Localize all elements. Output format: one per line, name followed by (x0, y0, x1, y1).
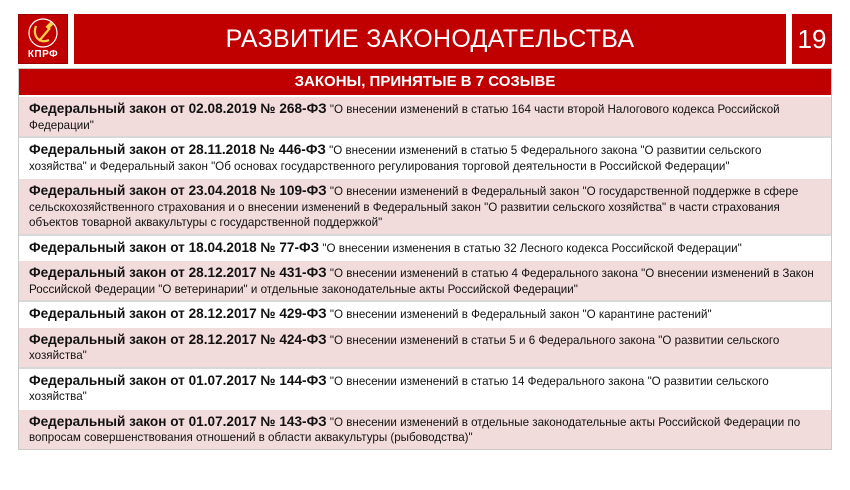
law-title: "О внесении изменения в статью 32 Лесного кодекса Российской Федерации" (319, 241, 742, 255)
law-reference: Федеральный закон от 02.08.2019 № 268-ФЗ (29, 101, 327, 116)
table-row (19, 177, 831, 234)
law-title: "О внесении изменений в статьи 5 и 6 Федерального закона "О развитии сельского хозяйства" (29, 333, 780, 362)
law-reference: Федеральный закон от 28.12.2017 № 424-ФЗ (29, 331, 327, 347)
table-row (19, 408, 831, 449)
law-title: "О внесении изменений в статью 4 Федерального закона "О внесении изменений в Закон Российской Федерации "О ветеринарии" и отдельные законодательные акты Российской Федерации" (29, 267, 814, 296)
title-bar (74, 14, 786, 64)
law-reference: Федеральный закон от 23.04.2018 № 109-ФЗ (29, 183, 327, 198)
law-reference: Федеральный закон от 28.12.2017 № 431-ФЗ (29, 265, 327, 280)
law-reference: Федеральный закон от 01.07.2017 № 144-ФЗ (29, 372, 327, 388)
laws-table (18, 68, 832, 450)
law-title: "О внесении изменений в Федеральный закон "О карантине растений" (326, 308, 712, 321)
table-row (19, 300, 831, 326)
law-reference: Федеральный закон от 18.04.2018 № 77-ФЗ (29, 239, 320, 255)
logo-text: КПРФ (27, 49, 59, 60)
table-row (19, 326, 831, 367)
law-title: "О внесении изменений в отдельные законодательные акты Российской Федерации по вопросам совершенствования отношений в области аквакультуры (рыбоводства)" (29, 415, 801, 444)
table-row (19, 95, 831, 136)
law-reference: Федеральный закон от 01.07.2017 № 143-ФЗ (29, 413, 327, 429)
table-row (19, 367, 831, 408)
party-logo (18, 14, 68, 64)
slide-header (18, 14, 832, 64)
law-reference: Федеральный закон от 28.12.2017 № 429-ФЗ (29, 306, 327, 321)
law-title: "О внесении изменений в статью 5 Федерального закона "О развитии сельского хозяйства" и Федеральный закон "Об основах государственного регулирования торговой деятельности в Российской Федерации" (29, 144, 762, 173)
page-number: 19 (792, 14, 832, 64)
table-row (19, 259, 831, 300)
law-title: "О внесении изменений в статью 14 Федерального закона "О развитии сельского хозяйства" (29, 374, 769, 403)
page-title: РАЗВИТИЕ ЗАКОНОДАТЕЛЬСТВА (225, 24, 635, 53)
law-title: "О внесении изменений в статью 164 части второй Налогового кодекса Российской Федерации" (29, 103, 780, 132)
law-reference: Федеральный закон от 28.11.2018 № 446-ФЗ (29, 142, 326, 157)
table-row (19, 136, 831, 177)
table-heading: ЗАКОНЫ, ПРИНЯТЫЕ В 7 СОЗЫВЕ (19, 69, 831, 95)
table-row (19, 234, 831, 260)
law-title: "О внесении изменений в Федеральный закон "О государственной поддержке в сфере сельскохозяйственного страхования и о внесении изменений в Федеральный закон "О развитии сельского хозяйства" в части страхования объектов товарной аквакультуры с государственной поддержкой" (29, 185, 799, 229)
